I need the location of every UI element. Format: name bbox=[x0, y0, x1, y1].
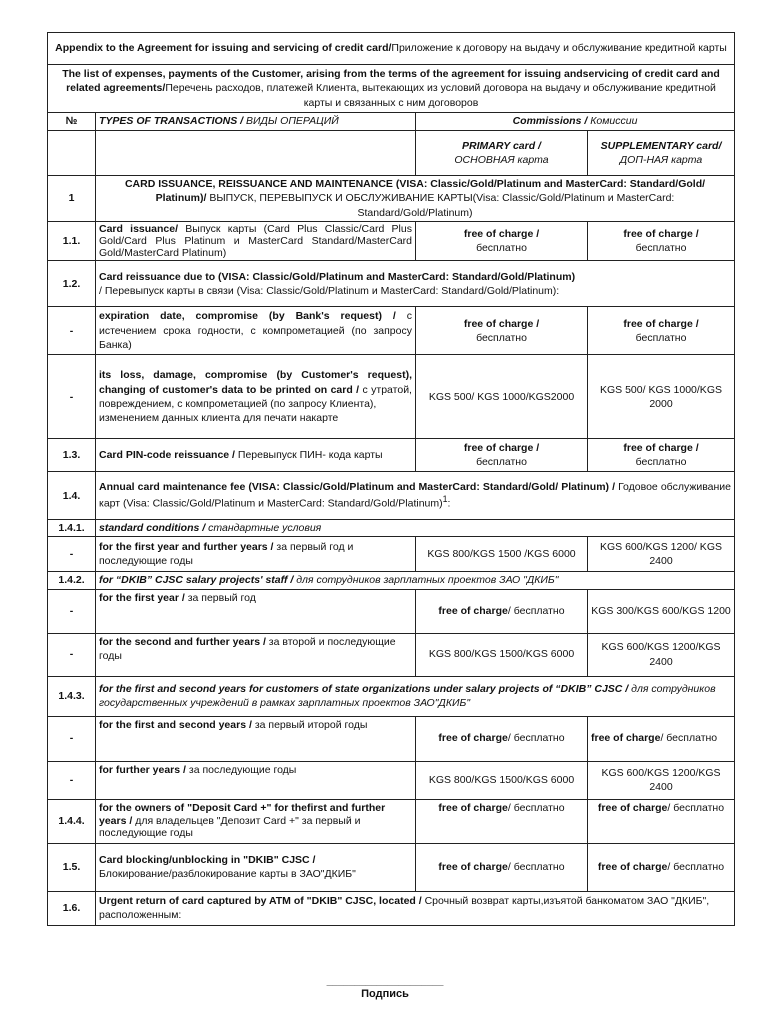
list-title-ru: Перечень расходов, платежей Клиента, вытекающих из условий договора на выдачу и обслуживание кредитной карты и связанных с ним договоров bbox=[165, 82, 716, 109]
table-row bbox=[48, 843, 735, 891]
table-row bbox=[48, 355, 735, 439]
list-title-en: The list of expenses, payments of the Customer, arising from the terms of the agreement for issuing andservicing of credit card and related agreements/ bbox=[62, 68, 720, 95]
card-type-header-row bbox=[48, 131, 735, 176]
primary-card-header: PRIMARY card / ОСНОВНАЯ карта bbox=[416, 131, 588, 176]
supplementary-fee: KGS 300/KGS 600/KGS 1200 bbox=[588, 589, 735, 633]
row-description: for the second and further years / за второй и последующие годы bbox=[96, 633, 416, 676]
table-row bbox=[48, 307, 735, 355]
row-description: for the first and second years for customers of state organizations under salary projects of “DKIB” CJSC / для сотрудников государственных учреждений в рамках зарплатных проектов ЗАО"ДКИБ" bbox=[96, 676, 735, 716]
row-description: for further years / за последующие годы bbox=[96, 761, 416, 799]
row-number: 1.4.2. bbox=[48, 572, 96, 589]
row-description: standard conditions / стандартные условия bbox=[96, 520, 735, 537]
col-no-header: № bbox=[48, 113, 96, 131]
row-number: - bbox=[48, 589, 96, 633]
row-description: for the first and second years / за первый иторой годы bbox=[96, 716, 416, 761]
table-row bbox=[48, 891, 735, 925]
table-row bbox=[48, 439, 735, 472]
primary-fee: KGS 800/KGS 1500 /KGS 6000 bbox=[416, 537, 588, 572]
row-number: 1.4.3. bbox=[48, 676, 96, 716]
row-description: for the first year and further years / за первый год и последующие годы bbox=[96, 537, 416, 572]
row-description: its loss, damage, compromise (by Customer's request), changing of customer's data to be printed on card / с утратой, повреждением, с компрометацией (по запросу Клиента), изменением данных клиента для печати накарте bbox=[96, 355, 416, 439]
supplementary-fee: KGS 600/KGS 1200/KGS 2400 bbox=[588, 633, 735, 676]
appendix-title-row bbox=[48, 33, 735, 65]
appendix-title-en: Appendix to the Agreement for issuing and servicing of credit card/ bbox=[55, 42, 392, 55]
table-row bbox=[48, 261, 735, 307]
row-description: Annual card maintenance fee (VISA: Classic/Gold/Platinum and MasterCard: Standard/Gold/ Platinum) / Годовое обслуживание карт (Visa: Classic/Gold/Platinum и MasterCard: Standard/Gold/Platinum)$^1$: bbox=[96, 472, 735, 520]
row-number: 1.4. bbox=[48, 472, 96, 520]
row-number: - bbox=[48, 355, 96, 439]
supplementary-fee: free of charge / бесплатно bbox=[588, 439, 735, 472]
table-row bbox=[48, 716, 735, 761]
primary-fee: free of charge / бесплатно bbox=[416, 307, 588, 355]
row-number: 1.3. bbox=[48, 439, 96, 472]
table-row bbox=[48, 676, 735, 716]
table-row bbox=[48, 761, 735, 799]
col-types-header: TYPES OF TRANSACTIONS / ВИДЫ ОПЕРАЦИЙ bbox=[96, 113, 416, 131]
row-description: for the first year / за первый год bbox=[96, 589, 416, 633]
row-number: - bbox=[48, 307, 96, 355]
table-row bbox=[48, 222, 735, 261]
table-row bbox=[48, 472, 735, 520]
row-description: Card PIN-code reissuance / Перевыпуск ПИН- кода карты bbox=[96, 439, 416, 472]
supplementary-fee: KGS 500/ KGS 1000/KGS 2000 bbox=[588, 355, 735, 439]
supplementary-fee: free of charge / бесплатно bbox=[588, 307, 735, 355]
table-row bbox=[48, 633, 735, 676]
appendix-title bbox=[48, 33, 735, 65]
primary-fee: free of charge/ бесплатно bbox=[416, 589, 588, 633]
row-description: for the owners of "Deposit Card +" for thefirst and further years / для владельцев "Депозит Card +" за первый и последующие годы bbox=[96, 799, 416, 843]
signature-line: _____________________ bbox=[326, 976, 444, 987]
supplementary-fee: free of charge/ бесплатно bbox=[588, 716, 735, 761]
supplementary-fee: free of charge/ бесплатно bbox=[588, 843, 735, 891]
table-row bbox=[48, 537, 735, 572]
row-number: 1.4.1. bbox=[48, 520, 96, 537]
list-title-row bbox=[48, 65, 735, 113]
primary-fee: free of charge/ бесплатно bbox=[416, 716, 588, 761]
row-number: - bbox=[48, 537, 96, 572]
row-description: Card reissuance due to (VISA: Classic/Gold/Platinum and MasterCard: Standard/Gold/Platinum) / Перевыпуск карты в связи (Visa: Classic/Gold/Platinum и MasterCard: Standard/Gold/Platinum): bbox=[96, 261, 735, 307]
row-description: Urgent return of card captured by ATM of "DKIB" CJSC, located / Срочный возврат карты,изъятой банкоматом ЗАО "ДКИБ", расположенным: bbox=[96, 891, 735, 925]
supplementary-fee: KGS 600/KGS 1200/ KGS 2400 bbox=[588, 537, 735, 572]
section-title: CARD ISSUANCE, REISSUANCE AND MAINTENANCE (VISA: Classic/Gold/Platinum and MasterCard: Standard/Gold/ Platinum)/ ВЫПУСК, ПЕРЕВЫПУСК И ОБСЛУЖИВАНИЕ КАРТЫ(Visa: Classic/Gold/Platinum и MasterCard: Standard/Gold/Platinum) bbox=[96, 176, 735, 222]
list-title bbox=[48, 65, 735, 113]
fees-table bbox=[47, 32, 735, 926]
col-commissions-header: Commissions / Комиссии bbox=[416, 113, 735, 131]
signature-label: Подпись bbox=[361, 988, 409, 1000]
table-row bbox=[48, 520, 735, 537]
row-number: 1.1. bbox=[48, 222, 96, 261]
row-number: - bbox=[48, 761, 96, 799]
row-description: Card issuance/ Выпуск карты (Card Plus Classic/Card Plus Gold/Card Plus Platinum и MasterCard Standard/MasterCard Gold/MasterCard Platinum) bbox=[96, 222, 416, 261]
appendix-title-ru: Приложение к договору на выдачу и обслуживание кредитной карты bbox=[391, 42, 727, 55]
table-row bbox=[48, 589, 735, 633]
row-number: - bbox=[48, 633, 96, 676]
column-header-row bbox=[48, 113, 735, 131]
primary-fee: KGS 500/ KGS 1000/KGS2000 bbox=[416, 355, 588, 439]
row-number: 1.4.4. bbox=[48, 799, 96, 843]
primary-fee: free of charge/ бесплатно bbox=[416, 799, 588, 843]
table-row bbox=[48, 176, 735, 222]
row-description: expiration date, compromise (by Bank's request) / с истечением срока годности, с компрометацией (по запросу Банка) bbox=[96, 307, 416, 355]
row-number: 1 bbox=[48, 176, 96, 222]
primary-fee: KGS 800/KGS 1500/KGS 6000 bbox=[416, 761, 588, 799]
supplementary-fee: free of charge/ бесплатно bbox=[588, 799, 735, 843]
primary-fee: free of charge / бесплатно bbox=[416, 222, 588, 261]
supplementary-card-header: SUPPLEMENTARY card/ ДОП-НАЯ карта bbox=[588, 131, 735, 176]
row-number: 1.6. bbox=[48, 891, 96, 925]
row-description: for “DKIB” CJSC salary projects' staff / для сотрудников зарплатных проектов ЗАО "ДКИБ" bbox=[96, 572, 735, 589]
table-row bbox=[48, 799, 735, 843]
row-number: 1.5. bbox=[48, 843, 96, 891]
primary-fee: free of charge/ бесплатно bbox=[416, 843, 588, 891]
row-description: Card blocking/unblocking in "DKIB" CJSC / Блокирование/разблокирование карты в ЗАО"ДКИБ" bbox=[96, 843, 416, 891]
supplementary-fee: KGS 600/KGS 1200/KGS 2400 bbox=[588, 761, 735, 799]
primary-fee: KGS 800/KGS 1500/KGS 6000 bbox=[416, 633, 588, 676]
row-number: 1.2. bbox=[48, 261, 96, 307]
primary-fee: free of charge / бесплатно bbox=[416, 439, 588, 472]
table-row bbox=[48, 572, 735, 589]
row-number: - bbox=[48, 716, 96, 761]
supplementary-fee: free of charge / бесплатно bbox=[588, 222, 735, 261]
